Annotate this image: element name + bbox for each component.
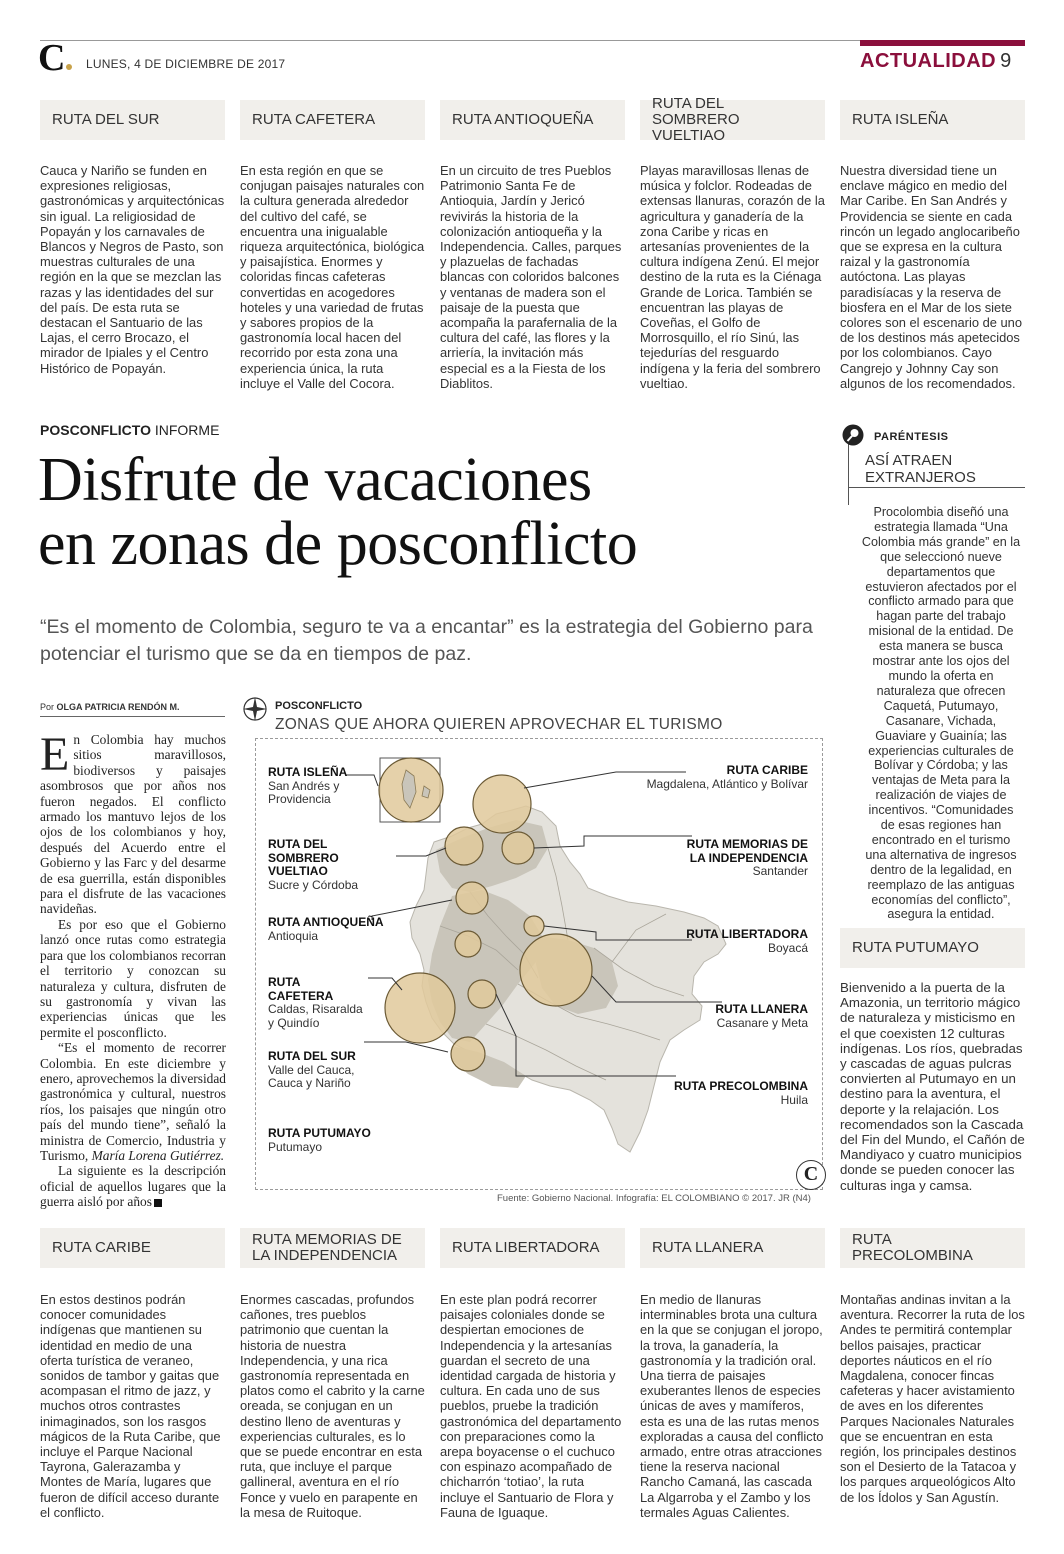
paragraph-4 <box>40 1163 226 1209</box>
route-text-sombrero-vueltiao: Playas maravillosas llenas de música y folclor. Rodeadas de extensas llanuras, corazón de la agricultura y ganadería de la zona Caribe y ricas en artesanías provenientes de la cultura indígena Zenú. El mejor destino de la ruta es la Ciénaga Grande de Lorica. También se encuentran las playas de Coveñas, el Golfo de Morrosquillo, el río Sinú, las tejedurías del resguardo indígena y la feria del sombrero vueltiao. <box>640 163 825 391</box>
page-number: 9 <box>1000 50 1012 72</box>
map-label-precolombina-sub: Huila <box>780 1092 808 1107</box>
circle-llanera <box>520 934 592 1006</box>
map-label-sombrero-vueltiao-title: RUTA DEL SOMBRERO VUELTIAO <box>268 837 339 878</box>
map-label-caribe <box>640 764 808 791</box>
map-label-caribe-title: RUTA CARIBE <box>726 763 808 777</box>
route-box-antioquena: RUTA ANTIOQUEÑA <box>440 100 625 140</box>
map-label-sur <box>268 1050 368 1091</box>
circle-cafetera-small <box>455 931 481 957</box>
headline-line-2: en zonas de posconflicto <box>38 510 638 578</box>
map-label-memorias-sub: Santander <box>752 864 808 878</box>
article-body <box>40 728 226 1210</box>
route-box-memorias-independencia: RUTA MEMORIAS DE LA INDEPENDENCIA <box>240 1228 425 1268</box>
map-label-sombrero-vueltiao-sub: Sucre y Córdoba <box>268 877 359 892</box>
drop-cap: E <box>40 728 70 781</box>
route-text-antioquena: En un circuito de tres Pueblos Patrimonio Santa Fe de Antioquia, Jardín y Jericó revivirás la historia de la colonización antioqueña y la Independencia. Calles, parques y plazuelas de fachadas blancas con coloridos balcones y ventanas de madera son el paisaje de la puesta que acompaña la parafernalia de la cultura del café, las flores y la arriería, la invitación más especial es a la Fiesta de los Diablitos. <box>440 163 622 391</box>
infographic-label: POSCONFLICTO <box>275 700 363 712</box>
map-label-putumayo-sub: Putumayo <box>268 1139 323 1154</box>
map-label-llanera <box>688 1003 808 1030</box>
circle-libertadora <box>524 916 544 936</box>
infographic-title: ZONAS QUE AHORA QUIEREN APROVECHAR EL TURISMO <box>275 716 723 733</box>
map-label-llanera-sub: Casanare y Meta <box>716 1015 808 1030</box>
pin-icon <box>842 424 864 446</box>
route-box-cafetera: RUTA CAFETERA <box>240 100 425 140</box>
kicker-topic: POSCONFLICTO <box>40 422 151 438</box>
byline-prefix: Por <box>40 702 55 712</box>
map-label-putumayo <box>268 1127 388 1154</box>
parentesis-rule-vertical <box>848 443 849 505</box>
map-label-caribe-sub: Magdalena, Atlántico y Bolívar <box>646 776 808 791</box>
route-text-cafetera: En esta región en que se conjugan paisajes naturales con la cultura generada alrededor del cultivo del café, se encuentra una inigualable riqueza arquitectónica, biológica y paisajística. Enormes y coloridas fincas cafeteras convertidas en acogedores hoteles y una variedad de frutas y sabores propios de la gastronomía local hacen del recorrido por esta zona una experiencia única, la ruta incluye el Valle del Cocora. <box>240 163 425 391</box>
logo-dot-icon <box>66 64 72 70</box>
map-label-islena <box>268 766 378 807</box>
circle-caribe <box>473 775 531 833</box>
infographic-credit: Fuente: Gobierno Nacional. Infografía: EL COLOMBIANO © 2017. JR (N4) <box>497 1193 811 1204</box>
route-box-sur: RUTA DEL SUR <box>40 100 225 140</box>
byline-author: OLGA PATRICIA RENDÓN M. <box>56 702 180 712</box>
byline-rule <box>40 716 225 717</box>
circle-sombrero-vueltiao <box>445 827 483 865</box>
kicker-type: INFORME <box>154 422 220 438</box>
map-label-precolombina <box>668 1080 808 1107</box>
article-kicker <box>40 422 219 438</box>
map-label-putumayo-title: RUTA PUTUMAYO <box>268 1126 371 1140</box>
paragraph-2: Es por eso que el Gobierno lanzó once rutas como estrategia para que los colombianos recorran el territorio y conozcan su naturaleza y cultura, disfruten de su gastronomía y vivan las experiencias únicas que les permite el posconflicto. <box>40 916 226 1040</box>
parentesis-text: Procolombia diseñó una estrategia llamada “Una Colombia más grande” en la que seleccionó nueve departamentos que estuvieron afectados por el conflicto armado para que hagan parte del trabajo misional de la entidad. De esta manera se busca mostrar ante los ojos del mundo la oferta en naturaleza que ofrecen Caquetá, Putumayo, Casanare, Vichada, Guaviare y Guainía; las experiencias culturales de Bolívar y Córdoba; y las ventajas de Meta para la realización de viajes de incentivos. “Comunidades de esas regiones han encontrado en el turismo una alternativa de ingresos dentro de la legalidad, en reemplazo de las antiguas economías del conflicto”, asegura la entidad. <box>861 505 1021 922</box>
map-label-antioquena-title: RUTA ANTIOQUEÑA <box>268 915 384 929</box>
headline-line-1: Disfrute de vacaciones <box>38 446 592 514</box>
route-text-sur: Cauca y Nariño se funden en expresiones religiosas, gastronómicas y arquitectónicas sin igual. La religiosidad de Popayán y los carnavales de Blancos y Negros de Pasto, son muestras culturales de una región en la que se mezclan las razas y las identidades del sur del país. De esta ruta se destacan el Santuario de las Lajas, el cerro Brocazo, el mirador de Ipiales y el Centro Histórico de Popayán. <box>40 163 225 376</box>
circle-sur <box>451 1037 485 1071</box>
paragraph-1 <box>40 728 226 917</box>
map-label-sombrero-vueltiao <box>268 838 398 892</box>
byline <box>40 702 180 712</box>
dateline: LUNES, 4 DE DICIEMBRE DE 2017 <box>86 57 286 71</box>
map-label-sur-sub: Valle del Cauca, Cauca y Nariño <box>268 1062 355 1090</box>
route-box-islena: RUTA ISLEÑA <box>840 100 1025 140</box>
route-box-libertadora: RUTA LIBERTADORA <box>440 1228 625 1268</box>
map-label-libertadora-title: RUTA LIBERTADORA <box>686 927 808 941</box>
map-label-islena-sub: San Andrés y Providencia <box>268 778 340 806</box>
route-text-memorias-independencia: Enormes cascadas, profundos cañones, tres pueblos patrimonio que cuentan la historia de nuestra Independencia, y una rica gastronomía representada en platos como el cabrito y la carne oreada, se conjugan en un destino lleno de aventuras y experiencias culturales, es lo que se puede encontrar en esta ruta, que incluye el parque gallineral, aventura en el río Fonce y vuelo en parapente en la mesa de Ruitoque. <box>240 1292 425 1520</box>
map-label-sur-title: RUTA DEL SUR <box>268 1049 356 1063</box>
parentesis-rule-horizontal <box>848 487 1025 488</box>
compass-icon <box>242 696 268 722</box>
route-box-putumayo: RUTA PUTUMAYO <box>840 928 1025 968</box>
article-headline <box>38 448 838 576</box>
infographic-logo: C <box>796 1160 826 1190</box>
route-box-sombrero-vueltiao: RUTA DEL SOMBRERO VUELTIAO <box>640 100 825 140</box>
map-label-antioquena <box>268 916 388 943</box>
route-text-islena: Nuestra diversidad tiene un enclave mágico en medio del Mar Caribe. En San Andrés y Providencia se siente en cada rincón un legado anglocaribeño que se expresa en la cultura raizal y la gastronomía autóctona. Las playas paradisíacas y la reserva de biosfera en el Mar de los siete colores son el escenario de uno de los destinos más apetecidos por los colombianos. Cayo Cangrejo y Johnny Cay son algunos de los recomendados. <box>840 163 1023 391</box>
map-label-cafetera <box>268 976 368 1030</box>
map-label-precolombina-title: RUTA PRECOLOMBINA <box>674 1079 808 1093</box>
parentesis-label: PARÉNTESIS <box>874 431 949 443</box>
map-label-cafetera-title: RUTA CAFETERA <box>268 975 334 1003</box>
map-label-memorias-independencia <box>668 838 808 879</box>
circle-antioquena <box>456 882 488 914</box>
minister-name: María Lorena Gutiérrez. <box>91 1147 225 1163</box>
route-text-putumayo: Bienvenido a la puerta de la Amazonia, un territorio mágico de naturaleza y misticismo en el que coexisten 12 culturas indígenas. Los ríos, quebradas y cascadas de aguas pulcras convierten al Putumayo en un destino para la aventura, el deporte y la relajación. Los recomendados son la Cascada del Fin del Mundo, el Cañón de Mandiyaco y cuatro municipios donde se pueden conocer las culturas inga y camsa. <box>840 980 1025 1193</box>
route-box-caribe: RUTA CARIBE <box>40 1228 225 1268</box>
section-accent-bar <box>860 40 1025 46</box>
route-text-caribe: En estos destinos podrán conocer comunidades indígenas que mantienen su identidad en medio de una oferta turística de veraneo, sonidos de tambor y gaitas que acompasan el ritmo de jazz, y muchos otros contrastes inimaginados, son los rasgos mágicos de la Ruta Caribe, que incluye el Parque Nacional Tayrona, Galerazamba y Montes de María, lugares que fueron de difícil acceso durante el conflicto. <box>40 1292 221 1520</box>
map-label-libertadora <box>668 928 808 955</box>
colombia-map <box>256 740 822 1188</box>
map-label-libertadora-sub: Boyacá <box>767 940 808 955</box>
paragraph-3 <box>40 1040 226 1163</box>
paragraph-4-text: La siguiente es la descripción oficial de aquellos lugares que la guerra aisló por años <box>40 1163 226 1210</box>
map-label-islena-title: RUTA ISLEÑA <box>268 765 348 779</box>
route-box-llanera: RUTA LLANERA <box>640 1228 825 1268</box>
circle-cafetera <box>385 973 455 1043</box>
circle-precolombina <box>468 980 496 1008</box>
article-deck: “Es el momento de Colombia, seguro te va a encantar” es la estrategia del Gobierno para potenciar el turismo que se da en tiempos de paz. <box>40 616 813 665</box>
paragraph-1-text: n Colombia hay muchos sitios maravillosos, biodiversos y paisajes asombrosos que por años nos fueron negados. El conflicto armado los mantuvo lejos de los ojos de los colombianos y hoy, después del Acuerdo entre el Gobierno y las Farc y del desarme de esa guerrilla, están disponibles para el disfrute de las vacaciones navideñas. <box>40 732 226 917</box>
map-label-antioquena-sub: Antioquia <box>268 928 319 943</box>
section-title <box>860 50 1025 73</box>
paragraph-3-text: “Es el momento de recorrer Colombia. En este diciembre y enero, aprovechemos la diversidad gastronómica y cultural, nuestros ríos, los paisajes que ningún otro país del mundo tiene”, señaló la ministra de Comercio, Industria y Turismo, <box>40 1040 226 1163</box>
map-label-memorias-title: RUTA MEMORIAS DE LA INDEPENDENCIA <box>686 837 808 865</box>
map-label-llanera-title: RUTA LLANERA <box>715 1002 808 1016</box>
parentesis-title: ASÍ ATRAEN EXTRANJEROS <box>865 452 976 486</box>
route-text-libertadora: En este plan podrá recorrer paisajes coloniales donde se despiertan emociones de Independencia y la artesanías guardan el secreto de una identidad cargada de historia y cultura. En cada uno de sus pueblos, pruebe la tradición gastronómica del departamento con preparaciones como la arepa boyacense o el cuchuco con espinazo acompañado de chicharrón ‘totiao’, la ruta incluye el Santuario de Flora y Fauna de Iguaque. <box>440 1292 622 1520</box>
route-box-precolombina: RUTA PRECOLOMBINA <box>840 1228 1025 1268</box>
end-mark-icon <box>154 1199 162 1207</box>
newspaper-logo: C <box>38 38 72 78</box>
circle-memorias-independencia <box>502 832 534 864</box>
map-label-cafetera-sub: Caldas, Risaralda y Quindío <box>268 1002 363 1030</box>
route-text-llanera: En medio de llanuras interminables brota una cultura en la que se conjugan el joropo, la trova, la ganadería, la gastronomía y la tradición oral. Una tierra de paisajes exuberantes llenos de especies únicas de aves y mamíferos, esta es una de las rutas menos exploradas a causa del conflicto armado, entre otras atracciones tiene la reserva nacional Rancho Camaná, las cascada La Algarroba y el Zambo y los termales Aguas Calientes. <box>640 1292 824 1520</box>
route-text-precolombina: Montañas andinas invitan a la aventura. Recorrer la ruta de los Andes te permitirá contemplar bellos paisajes, practicar deportes náuticos en el río Magdalena, conocer fincas cafeteras y hacer avistamiento de aves en los diferentes Parques Nacionales Naturales que se encuentran en esta región, los principales destinos son el Desierto de la Tatacoa y los parques arqueológicos Alto de los Ídolos y San Agustín. <box>840 1292 1025 1505</box>
section-name: ACTUALIDAD <box>860 50 997 72</box>
